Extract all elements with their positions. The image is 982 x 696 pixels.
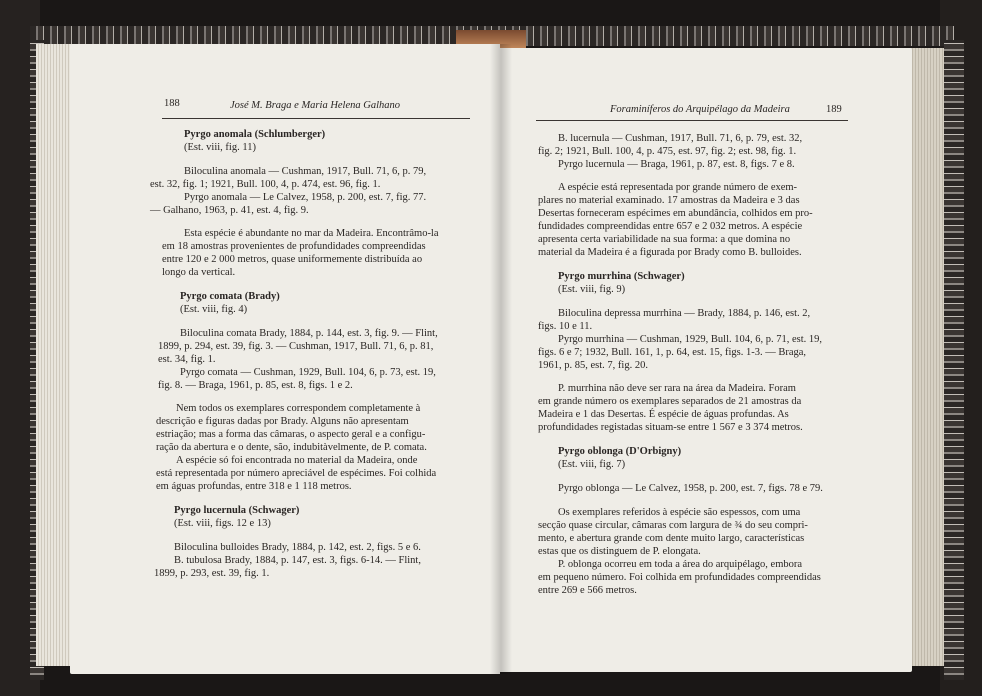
text-line: apresenta certa variabilidade na sua forma: a que domina no — [538, 234, 791, 245]
header-rule — [536, 120, 848, 121]
header-rule — [162, 118, 470, 119]
text-line: Biloculina comata Brady, 1884, p. 144, est. 3, fig. 9. — Flint, — [180, 328, 438, 339]
running-header: Foraminíferos do Arquipélago da Madeira — [610, 104, 790, 115]
plate-reference: (Est. viii, figs. 12 e 13) — [174, 518, 271, 529]
text-line: B. lucernula — Cushman, 1917, Bull. 71, 6, p. 79, est. 32, — [558, 133, 803, 144]
text-line: P. murrhina não deve ser rara na área da Madeira. Foram — [558, 383, 796, 394]
text-line: Esta espécie é abundante no mar da Madeira. Encontrâmo-la — [184, 228, 439, 239]
text-line: 1899, p. 293, est. 39, fig. 1. — [154, 568, 270, 579]
plate-reference: (Est. viii, fig. 11) — [184, 142, 256, 153]
text-line: plares no material examinado. 17 amostras da Madeira e 3 das — [538, 195, 800, 206]
running-header: José M. Braga e Maria Helena Galhano — [230, 100, 401, 111]
text-line: estriação; mas a forma das câmaras, o aspecto geral e a configu- — [156, 429, 426, 440]
species-heading: Pyrgo oblonga (D'Orbigny) — [558, 446, 682, 457]
text-line: descrição e figuras dadas por Brady. Alguns não apresentam — [156, 416, 409, 427]
text-line: secção quase circular, câmaras com largura de ¾ do seu compri- — [538, 520, 808, 531]
text-line: fig. 8. — Braga, 1961, p. 85, est. 8, figs. 1 e 2. — [158, 380, 353, 391]
text-line: mento, e abertura grande com dente muito largo, características — [538, 533, 805, 544]
text-line: em águas profundas, entre 318 e 1 118 metros. — [156, 481, 352, 492]
text-line: Madeira e 1 das Desertas. É espécie de águas profundas. As — [538, 409, 789, 420]
text-line: Pyrgo murrhina — Cushman, 1929, Bull. 104, 6, p. 71, est. 19, — [558, 334, 823, 345]
text-line: entre 120 e 2 000 metros, quase uniformemente distribuída ao — [162, 254, 423, 265]
text-line: longo da vertical. — [162, 267, 236, 278]
text-line: A espécie só foi encontrada no material da Madeira, onde — [176, 455, 418, 466]
plate-reference: (Est. viii, fig. 7) — [558, 459, 626, 470]
text-line: 1899, p. 294, est. 39, fig. 3. — Cushman, 1917, Bull. 71, 6, p. 81, — [158, 341, 434, 352]
left-page — [70, 44, 500, 674]
text-line: ração da abertura e o dente, são, indubitàvelmente, de P. comata. — [156, 442, 427, 453]
page-edges-right — [910, 48, 944, 666]
right-page — [500, 48, 912, 672]
text-line: entre 269 e 566 metros. — [538, 585, 637, 596]
text-line: A espécie está representada por grande número de exem- — [558, 182, 798, 193]
text-line: Biloculina anomala — Cushman, 1917, Bull. 71, 6, p. 79, — [184, 166, 427, 177]
text-line: figs. 6 e 7; 1932, Bull. 161, 1, p. 64, est. 15, figs. 1-3. — Braga, — [538, 347, 807, 358]
text-line: Desertas forneceram espécimes em abundância, colhidos em pro- — [538, 208, 813, 219]
text-line: Os exemplares referidos à espécie são espessos, com uma — [558, 507, 801, 518]
species-heading: Pyrgo lucernula (Schwager) — [174, 505, 300, 516]
text-line: — Galhano, 1963, p. 41, est. 4, fig. 9. — [150, 205, 309, 216]
text-line: Pyrgo anomala — Le Calvez, 1958, p. 200, est. 7, fig. 77. — [184, 192, 427, 203]
text-line: P. oblonga ocorreu em toda a área do arquipélago, embora — [558, 559, 803, 570]
text-line: fig. 2; 1921, Bull. 100, 4, p. 475, est. 97, fig. 2; est. 98, fig. 1. — [538, 146, 797, 157]
page-number: 189 — [826, 104, 842, 115]
text-line: Pyrgo comata — Cushman, 1929, Bull. 104, 6, p. 73, est. 19, — [180, 367, 436, 378]
text-line: profundidades registadas situam-se entre 1 567 e 3 374 metros. — [538, 422, 803, 433]
plate-reference: (Est. viii, fig. 4) — [180, 304, 248, 315]
book-cover-right — [944, 40, 964, 680]
text-line: em 18 amostras provenientes de profundidades compreendidas — [162, 241, 426, 252]
text-line: Nem todos os exemplares correspondem completamente à — [176, 403, 421, 414]
text-line: Pyrgo oblonga — Le Calvez, 1958, p. 200, est. 7, figs. 78 e 79. — [558, 483, 823, 494]
species-heading: Pyrgo anomala (Schlumberger) — [184, 129, 326, 140]
plate-reference: (Est. viii, fig. 9) — [558, 284, 626, 295]
text-line: em grande número os exemplares separados de 21 amostras da — [538, 396, 802, 407]
text-line: material da Madeira é a figurada por Brady como B. bulloides. — [538, 247, 802, 258]
page-number: 188 — [164, 98, 180, 109]
text-line: fundidades compreendidas entre 657 e 2 032 metros. A espécie — [538, 221, 803, 232]
text-line: 1961, p. 85, est. 7, fig. 20. — [538, 360, 648, 371]
text-line: Pyrgo lucernula — Braga, 1961, p. 87, est. 8, figs. 7 e 8. — [558, 159, 795, 170]
text-line: em pequeno número. Foi colhida em profundidades compreendidas — [538, 572, 821, 583]
book-gutter — [490, 44, 512, 674]
text-line: figs. 10 e 11. — [538, 321, 593, 332]
text-line: estas que os distinguem de P. elongata. — [538, 546, 701, 557]
species-heading: Pyrgo comata (Brady) — [180, 291, 280, 302]
text-line: Biloculina depressa murrhina — Brady, 1884, p. 146, est. 2, — [558, 308, 811, 319]
text-line: est. 32, fig. 1; 1921, Bull. 100, 4, p. 474, est. 96, fig. 1. — [150, 179, 381, 190]
species-heading: Pyrgo murrhina (Schwager) — [558, 271, 685, 282]
text-line: est. 34, fig. 1. — [158, 354, 216, 365]
text-line: B. tubulosa Brady, 1884, p. 147, est. 3, figs. 6-14. — Flint, — [174, 555, 421, 566]
text-line: Biloculina bulloides Brady, 1884, p. 142, est. 2, figs. 5 e 6. — [174, 542, 421, 553]
text-line: está representada por número apreciável de espécimes. Foi colhida — [156, 468, 437, 479]
